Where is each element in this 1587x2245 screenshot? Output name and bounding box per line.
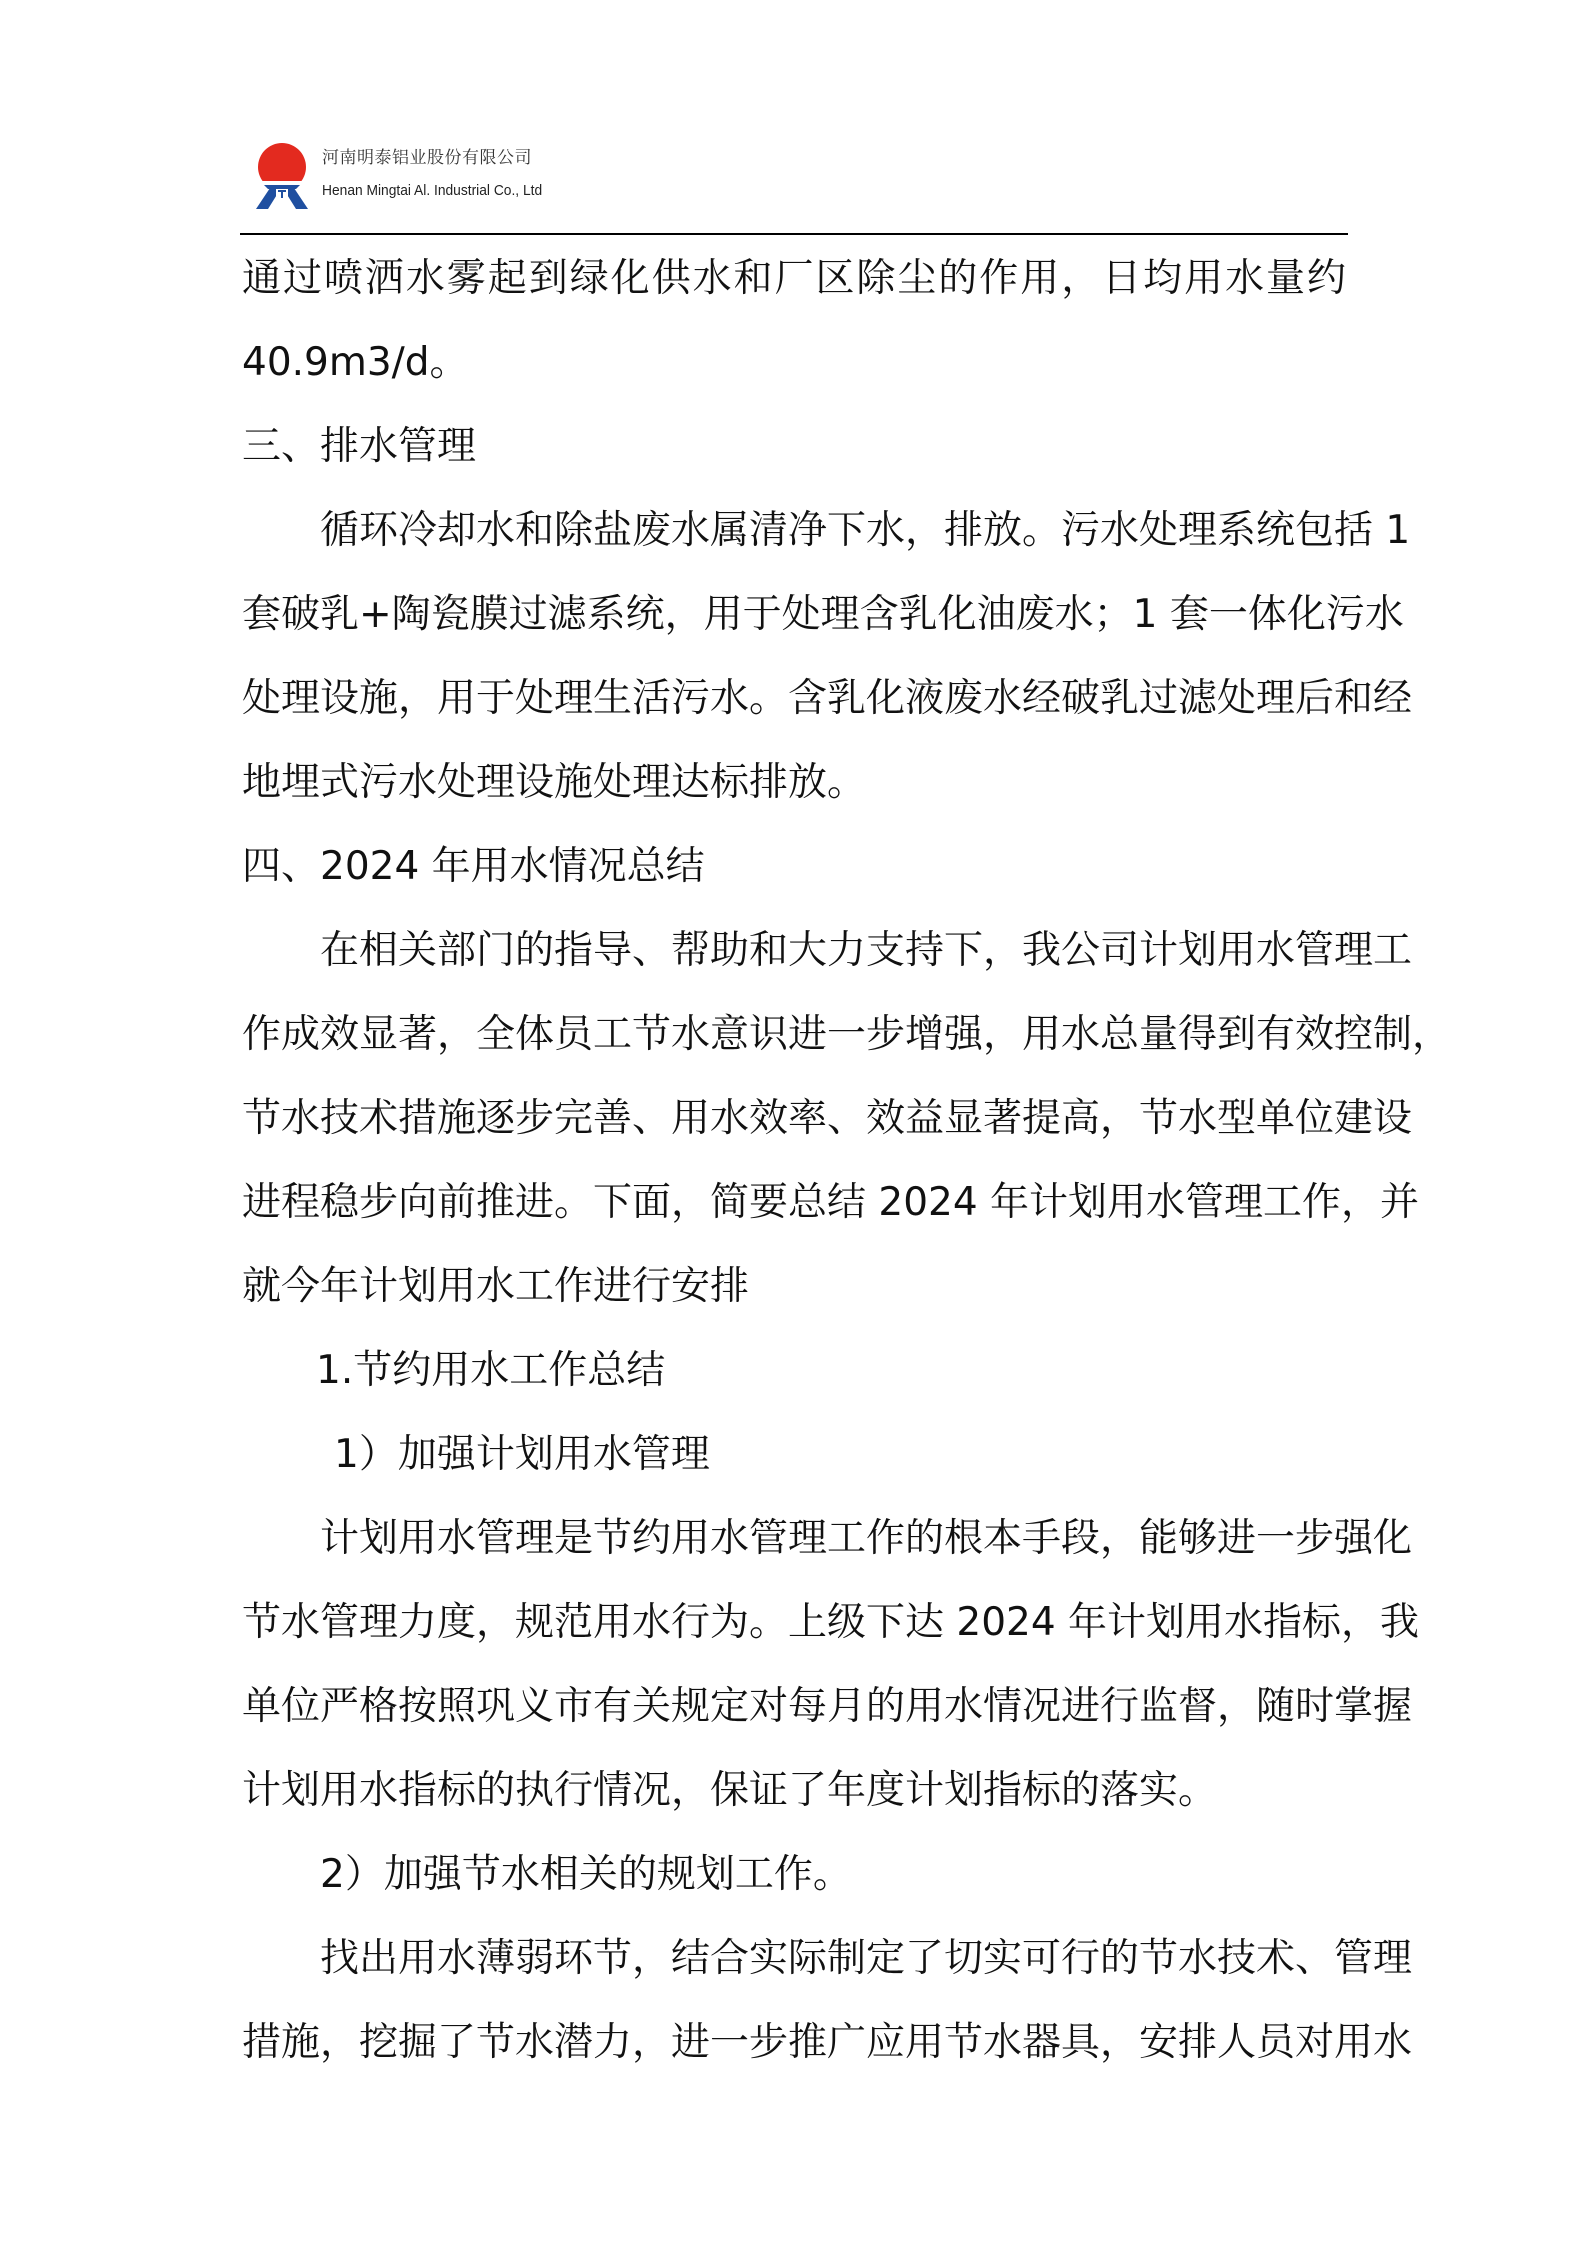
company-logo-icon [250, 141, 314, 211]
section-heading: 三、排水管理 [242, 424, 477, 469]
paragraph-line: 通过喷洒水雾起到绿化供水和厂区除尘的作用，日均用水量约 [242, 256, 1346, 301]
paragraph-line: 节水管理力度，规范用水行为。上级下达 2024 年计划用水指标，我 [242, 1600, 1420, 1645]
paragraph-line: 找出用水薄弱环节，结合实际制定了切实可行的节水技术、管理 [320, 1936, 1413, 1981]
paragraph-line: 处理设施，用于处理生活污水。含乳化液废水经破乳过滤处理后和经 [242, 676, 1413, 721]
paragraph-line: 计划用水管理是节约用水管理工作的根本手段，能够进一步强化 [320, 1516, 1413, 1561]
paragraph-line: 进程稳步向前推进。下面，简要总结 2024 年计划用水管理工作，并 [242, 1180, 1420, 1225]
paragraph-line: 计划用水指标的执行情况，保证了年度计划指标的落实。 [242, 1768, 1218, 1813]
paragraph-line: 循环冷却水和除盐废水属清净下水，排放。污水处理系统包括 1 [320, 508, 1411, 553]
paragraph-line: 在相关部门的指导、帮助和大力支持下，我公司计划用水管理工 [320, 928, 1413, 973]
paragraph-line: 措施，挖掘了节水潜力，进一步推广应用节水器具，安排人员对用水 [242, 2020, 1413, 2065]
paragraph-line: 地埋式污水处理设施处理达标排放。 [242, 760, 867, 805]
header-divider [240, 233, 1348, 235]
paragraph-line: 40.9m3/d。 [242, 340, 469, 385]
company-name-en: Henan Mingtai Al. Industrial Co., Ltd [322, 182, 543, 199]
page-header [240, 135, 1348, 235]
subsection-heading: 1）加强计划用水管理 [334, 1432, 710, 1477]
paragraph-line: 节水技术措施逐步完善、用水效率、效益显著提高，节水型单位建设 [242, 1096, 1413, 1141]
paragraph-line: 套破乳+陶瓷膜过滤系统，用于处理含乳化油废水；1 套一体化污水 [242, 592, 1404, 637]
paragraph-line: 单位严格按照巩义市有关规定对每月的用水情况进行监督，随时掌握 [242, 1684, 1413, 1729]
paragraph-line: 作成效显著，全体员工节水意识进一步增强，用水总量得到有效控制， [242, 1012, 1452, 1057]
document-body [242, 237, 1452, 2085]
paragraph-line: 就今年计划用水工作进行安排 [242, 1264, 750, 1309]
subsection-heading: 1.节约用水工作总结 [316, 1348, 666, 1393]
company-name [322, 147, 561, 201]
subsection-heading: 2）加强节水相关的规划工作。 [320, 1852, 852, 1897]
company-name-cn: 河南明泰铝业股份有限公司 [322, 148, 532, 168]
section-heading: 四、2024 年用水情况总结 [242, 844, 705, 889]
